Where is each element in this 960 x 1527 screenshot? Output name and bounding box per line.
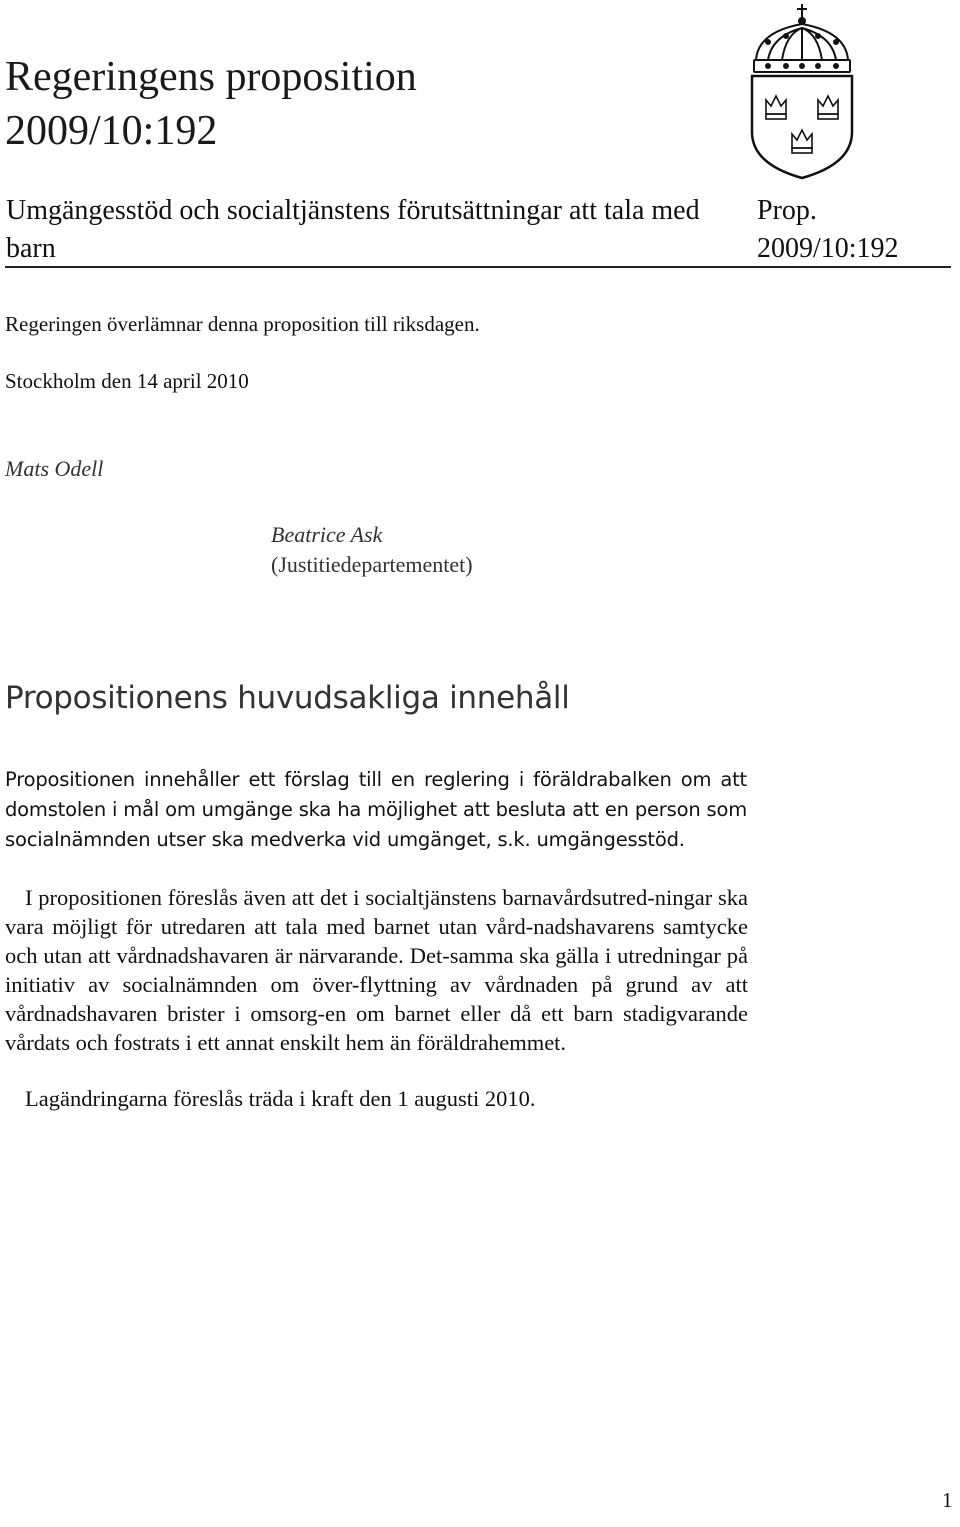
prop-label-line-2: 2009/10:192 xyxy=(757,233,899,264)
summary-paragraph-2: I propositionen föreslås även att det i socialtjänstens barnavårdsutred-ningar ska vara möjligt för utredaren att tala med barnet utan vård-nadshavarens samtycke och utan att vårdnadshavaren är närvarande. Det-samma ska gälla i utredningar på initiativ av socialnämnden om över-flyttning av vårdnaden på grund av att vårdnadshavaren brister i omsorg-en om barnet eller då ett barn stadigvarande vårdats och fostrats i ett annat enskilt hem än föräldrahemmet. xyxy=(5,885,748,1055)
title-line-2: 2009/10:192 xyxy=(5,108,218,154)
proposition-number-label xyxy=(757,192,899,268)
swedish-coat-of-arms-icon xyxy=(748,2,856,180)
prop-label-line-1: Prop. xyxy=(757,195,817,226)
summary-paragraph-3: Lagändringarna föreslås träda i kraft den 1 augusti 2010. xyxy=(25,1086,536,1111)
transmittal-statement: Regeringen överlämnar denna proposition till riksdagen. xyxy=(5,312,480,336)
department-name: (Justitiedepartementet) xyxy=(271,552,473,577)
page-number: 1 xyxy=(942,1488,953,1512)
signature-prime-minister: Mats Odell xyxy=(5,456,104,481)
proposition-subtitle: Umgängesstöd och socialtjänstens förutsättningar att tala med barn xyxy=(6,195,700,264)
header-divider xyxy=(5,266,951,268)
summary-paragraph-1: Propositionen innehåller ett förslag till en reglering i föräldrabalken om att domstolen i mål om umgänge ska ha möjlighet att besluta att en person som socialnämnden utser ska medverka vid umgänget, s.k. umgängesstöd. xyxy=(5,768,747,851)
place-date: Stockholm den 14 april 2010 xyxy=(5,369,249,393)
summary-heading: Propositionens huvudsakliga innehåll xyxy=(5,680,570,716)
document-title xyxy=(5,50,417,158)
title-line-1: Regeringens proposition xyxy=(5,54,417,100)
signature-minister: Beatrice Ask xyxy=(271,522,383,547)
